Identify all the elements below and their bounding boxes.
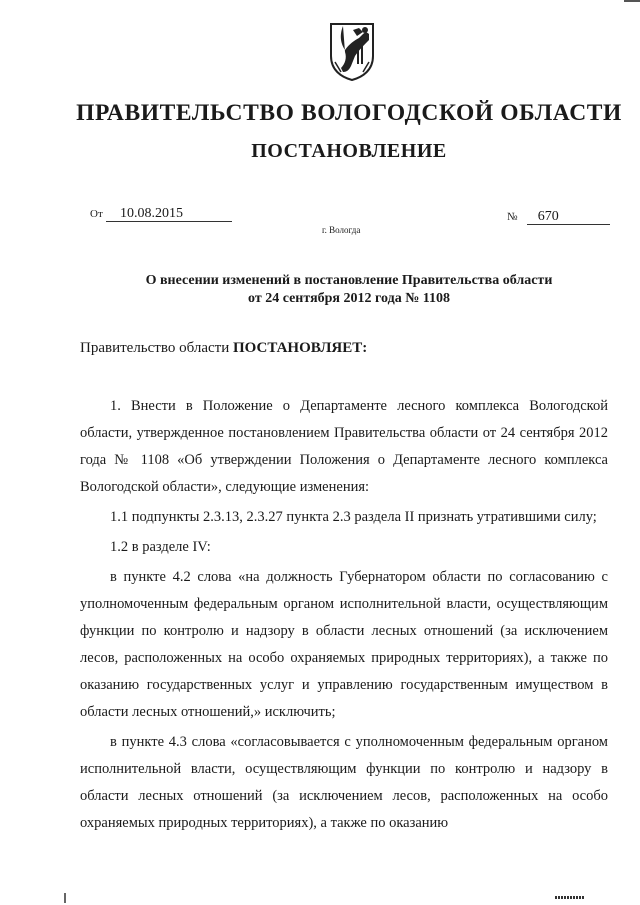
document-number: 670 [527,210,610,225]
scan-mark [64,893,66,903]
paragraph: 1. Внести в Положение о Департаменте лесного комплекса Вологодской области, утвержденное постановлением Правительства области от 24 сентября 2012 года № 1108 «Об утверждении Положения о Департаменте лесного комплекса Вологодской области», следующие изменения: [80,398,608,495]
vologda-coat-of-arms-icon [329,22,375,82]
paragraph: в пункте 4.3 слова «согласовывается с уполномоченным федеральным органом исполнительной власти, осуществляющим функции по контролю и надзору в области лесных отношений (за исключением лесов, расположенных на особо охраняемых природных территориях), а также по оказанию [80,734,608,831]
date-label: От [90,208,103,220]
document-body [80,393,608,840]
government-title: ПРАВИТЕЛЬСТВО ВОЛОГОДСКОЙ ОБЛАСТИ [76,100,622,126]
resolution-prefix: Правительство области [80,340,233,356]
resolution-line [80,340,367,357]
date-block [90,205,232,222]
document-type: ПОСТАНОВЛЕНИЕ [251,140,447,162]
number-block [507,208,610,225]
paragraph: в пункте 4.2 слова «на должность Губернатором области по согласованию с уполномоченным федеральным органом исполнительной власти, осуществляющим функции по контролю и надзору в области лесных отношений (за исключением лесов, расположенных на особо охраняемых природных территориях), а также по оказанию государственных услуг и управлению государственным имуществом в области лесных отношений,» исключить; [80,569,608,720]
number-label: № [507,211,518,223]
subject-line-2: от 24 сентября 2012 года № 1108 [248,291,450,306]
paragraph: 1.1 подпункты 2.3.13, 2.3.27 пункта 2.3 раздела II признать утратившими силу; [110,509,597,525]
scan-corner-mark [624,0,640,2]
resolution-verb: ПОСТАНОВЛЯЕТ: [232,340,368,356]
document-subject [0,272,640,308]
document-date: 10.08.2015 [106,207,232,222]
paragraph: 1.2 в разделе IV: [110,539,211,555]
scan-barcode-mark [555,896,585,899]
document-city: г. Вологда [322,225,361,235]
subject-line-1: О внесении изменений в постановление Правительства области [145,273,553,288]
